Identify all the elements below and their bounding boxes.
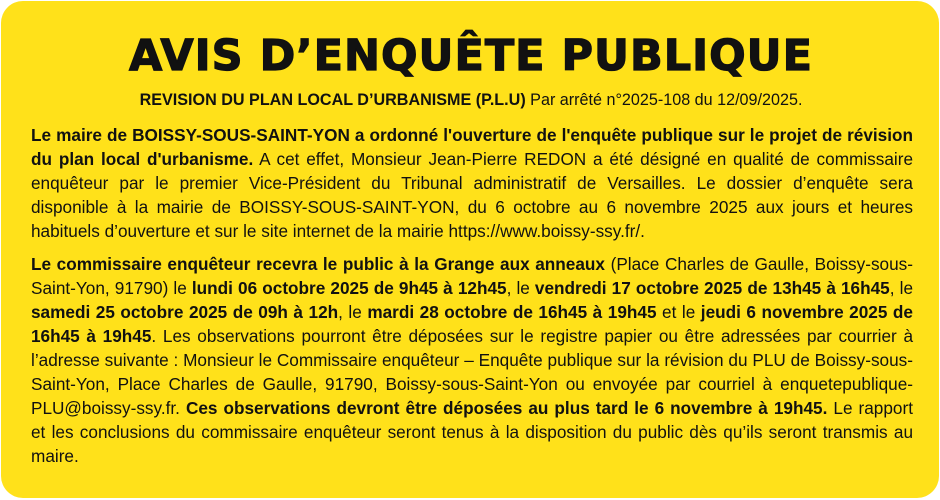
paragraph2-segment: Le rapport et les conclusions du commissaire enquêteur seront tenus à la disposition du public dès qu’ils seront transmis au maire. <box>31 398 913 466</box>
paragraph2-segment: , le <box>889 278 914 298</box>
paragraph2-segment: . Les observations pourront être déposées sur le registre papier ou être adressées par courrier à l’adresse suivante : Monsieur le Commissaire enquêteur – Enquête publique sur la révision du PLU de Boissy-sous-Saint-Yon, Place Charles de Gaulle, 91790, Boissy-sous-Saint-Yon ou envoyée par courriel à enquetepublique-PLU@boissy-ssy.fr. <box>31 326 913 418</box>
paragraph2-segment: lundi 06 octobre 2025 de 9h45 à 12h45 <box>191 278 507 298</box>
paragraph2-segment: vendredi 17 octobre 2025 de 13h45 à 16h45 <box>534 278 890 298</box>
paragraph2-segment: jeudi 6 novembre 2025 de 16h45 à 19h45 <box>31 302 913 346</box>
paragraph1-segment: A cet effet, Monsieur Jean-Pierre REDON a été désigné en qualité de commissaire enquêteur par le premier Vice-Président du Tribunal administratif de Versailles. Le dossier d’enquête sera disponible à la mairie de BOISSY-SOUS-SAINT-YON, du 6 octobre au 6 novembre 2025 aux jours et heures habituels d’ouverture et sur le site internet de la mairie https://www.boissy-ssy.fr/. <box>31 149 913 241</box>
paragraph-ordinance <box>31 123 913 243</box>
paragraph2-segment: mardi 28 octobre de 16h45 à 19h45 <box>367 302 657 322</box>
paragraph2-segment: Ces observations devront être déposées au plus tard le 6 novembre à 19h45. <box>185 398 828 418</box>
paragraph2-segment: (Place Charles de Gaulle, Boissy-sous-Saint-Yon, 91790) le <box>31 254 913 298</box>
paragraph2-segment: , le <box>506 278 535 298</box>
paragraph2-segment: Le commissaire enquêteur recevra le public à la Grange aux anneaux <box>31 254 605 274</box>
paragraph1-segment: Le maire de BOISSY-SOUS-SAINT-YON a ordonné l'ouverture de l'enquête publique sur le projet de révision du plan local d'urbanisme. <box>31 125 913 169</box>
notice-subtitle <box>25 89 918 111</box>
subtitle-bold: REVISION DU PLAN LOCAL D’URBANISME (P.L.U) <box>139 90 526 109</box>
notice-card <box>1 1 939 498</box>
paragraph2-segment: samedi 25 octobre 2025 de 09h à 12h <box>31 302 339 322</box>
paragraph-reception <box>31 252 913 468</box>
subtitle-regular: Par arrêté n°2025-108 du 12/09/2025. <box>525 90 803 109</box>
notice-body <box>31 123 913 477</box>
paragraph2-segment: et le <box>656 302 701 322</box>
paragraph2-segment: , le <box>338 302 368 322</box>
notice-title: AVIS D’ENQUÊTE PUBLIQUE <box>129 31 813 81</box>
